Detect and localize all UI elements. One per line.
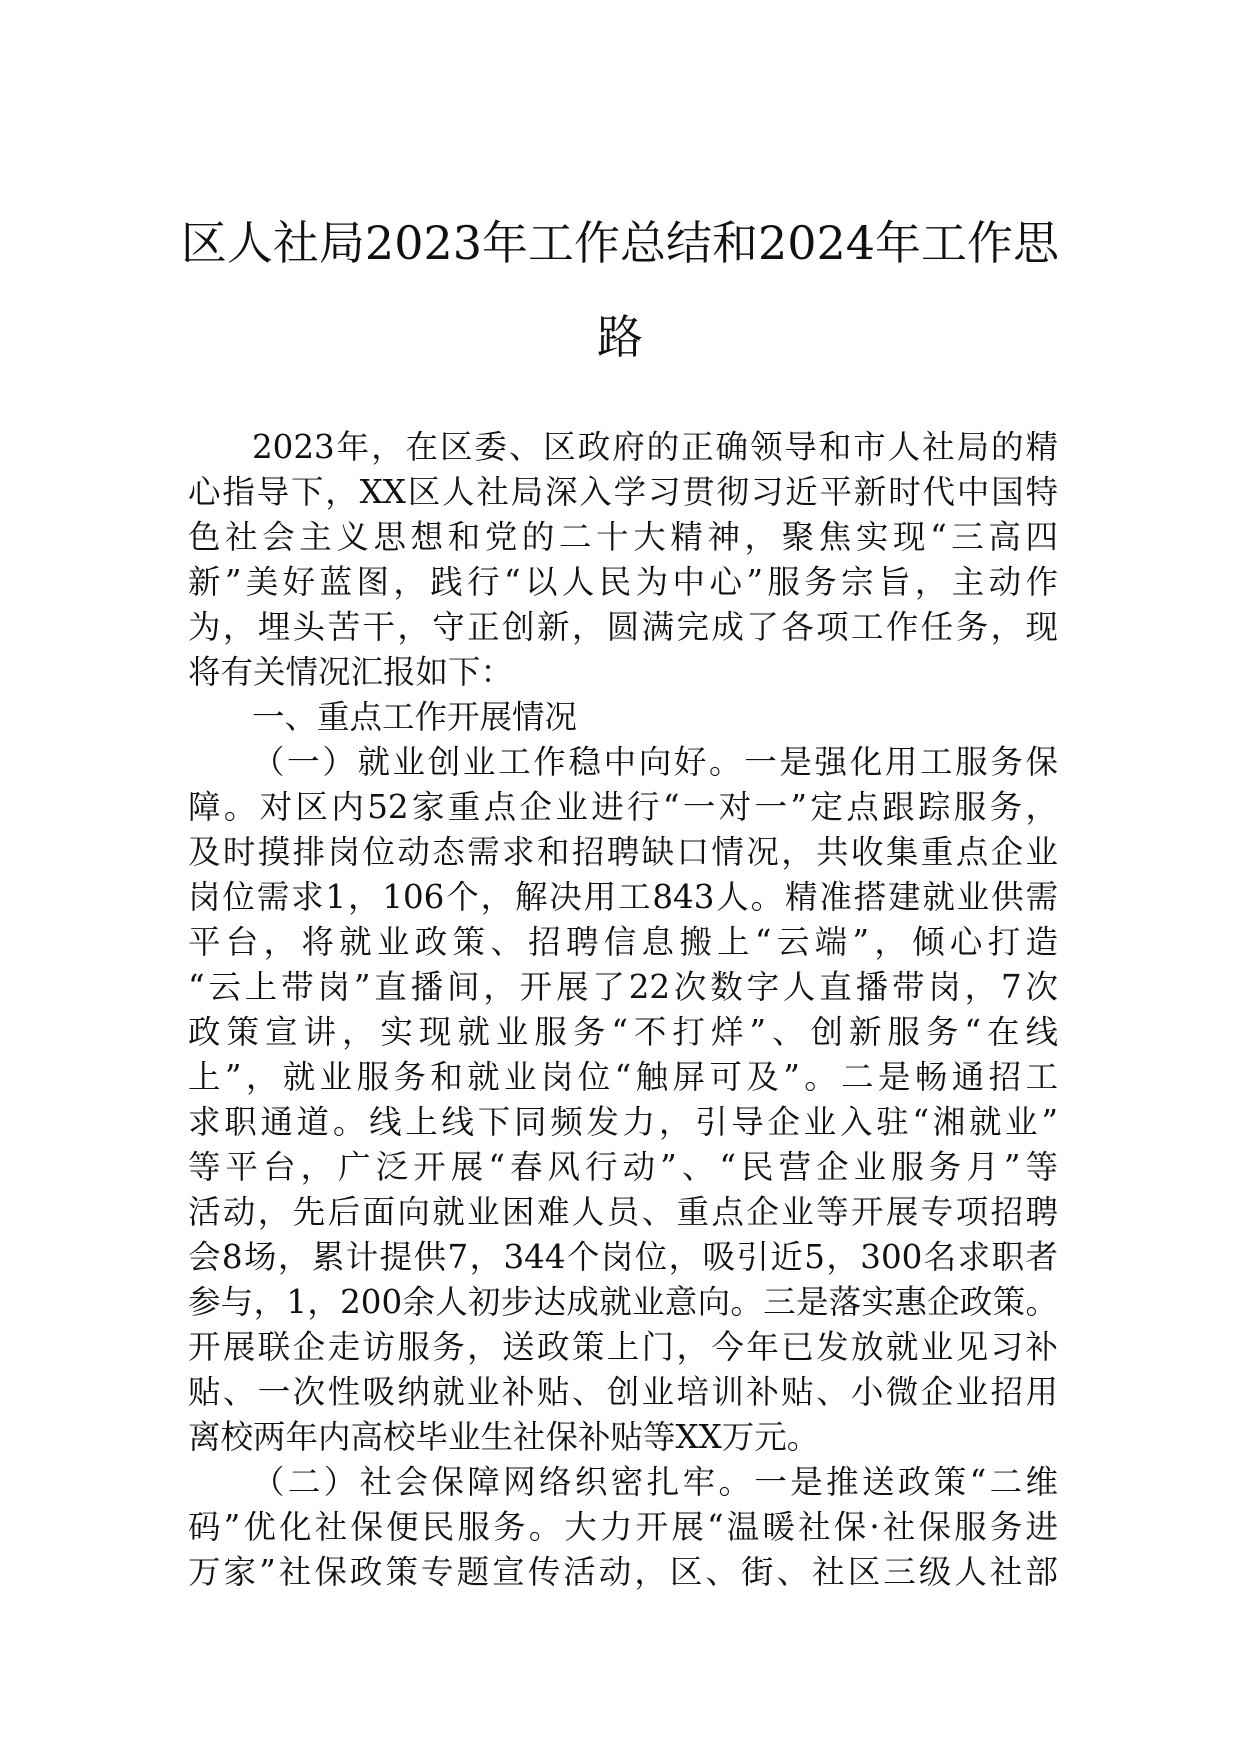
body-line: 贴、一次性吸纳就业补贴、创业培训补贴、小微企业招用 — [188, 1373, 1058, 1411]
body-line: 障。对区内52家重点企业进行“一对一”定点跟踪服务， — [188, 788, 1058, 826]
document-body — [188, 425, 1058, 1595]
body-line: 色社会主义思想和党的二十大精神，聚焦实现“三高四 — [188, 518, 1058, 556]
body-line: 开展联企走访服务，送政策上门，今年已发放就业见习补 — [188, 1328, 1058, 1366]
document-title-line-1: 区人社局2023年工作总结和2024年工作思 — [180, 216, 1060, 270]
body-line: 等平台，广泛开展“春风行动”、“民营企业服务月”等 — [188, 1148, 1058, 1186]
body-line: 求职通道。线上线下同频发力，引导企业入驻“湘就业” — [188, 1103, 1058, 1141]
body-line: “云上带岗”直播间，开展了22次数字人直播带岗，7次 — [188, 968, 1058, 1006]
body-line: （二）社会保障网络织密扎牢。一是推送政策“二维 — [252, 1463, 1058, 1501]
body-line: 参与，1，200余人初步达成就业意向。三是落实惠企政策。 — [188, 1283, 1058, 1321]
body-line: 活动，先后面向就业困难人员、重点企业等开展专项招聘 — [188, 1193, 1058, 1231]
body-line: （一）就业创业工作稳中向好。一是强化用工服务保 — [252, 743, 1058, 781]
body-line: 政策宣讲，实现就业服务“不打烊”、创新服务“在线 — [188, 1013, 1058, 1051]
body-line: 会8场，累计提供7，344个岗位，吸引近5，300名求职者 — [188, 1238, 1058, 1276]
body-line: 一、重点工作开展情况 — [252, 698, 578, 736]
body-line: 2023年，在区委、区政府的正确领导和市人社局的精 — [252, 428, 1058, 466]
body-line: 平台，将就业政策、招聘信息搬上“云端”，倾心打造 — [188, 923, 1058, 961]
body-line: 岗位需求1，106个，解决用工843人。精准搭建就业供需 — [188, 878, 1058, 916]
body-line: 新”美好蓝图，践行“以人民为中心”服务宗旨，主动作 — [188, 563, 1058, 601]
body-line: 离校两年内高校毕业生社保补贴等XX万元。 — [188, 1418, 820, 1456]
body-line: 上”，就业服务和就业岗位“触屏可及”。二是畅通招工 — [188, 1058, 1058, 1096]
body-line: 为，埋头苦干，守正创新，圆满完成了各项工作任务，现 — [188, 608, 1058, 646]
body-line: 将有关情况汇报如下： — [188, 653, 514, 691]
document-title-line-2: 路 — [597, 310, 643, 364]
body-line: 万家”社保政策专题宣传活动，区、街、社区三级人社部 — [188, 1553, 1058, 1591]
body-line: 及时摸排岗位动态需求和招聘缺口情况，共收集重点企业 — [188, 833, 1058, 871]
body-line: 心指导下，XX区人社局深入学习贯彻习近平新时代中国特 — [188, 473, 1058, 511]
body-line: 码”优化社保便民服务。大力开展“温暖社保·社保服务进 — [188, 1508, 1058, 1546]
